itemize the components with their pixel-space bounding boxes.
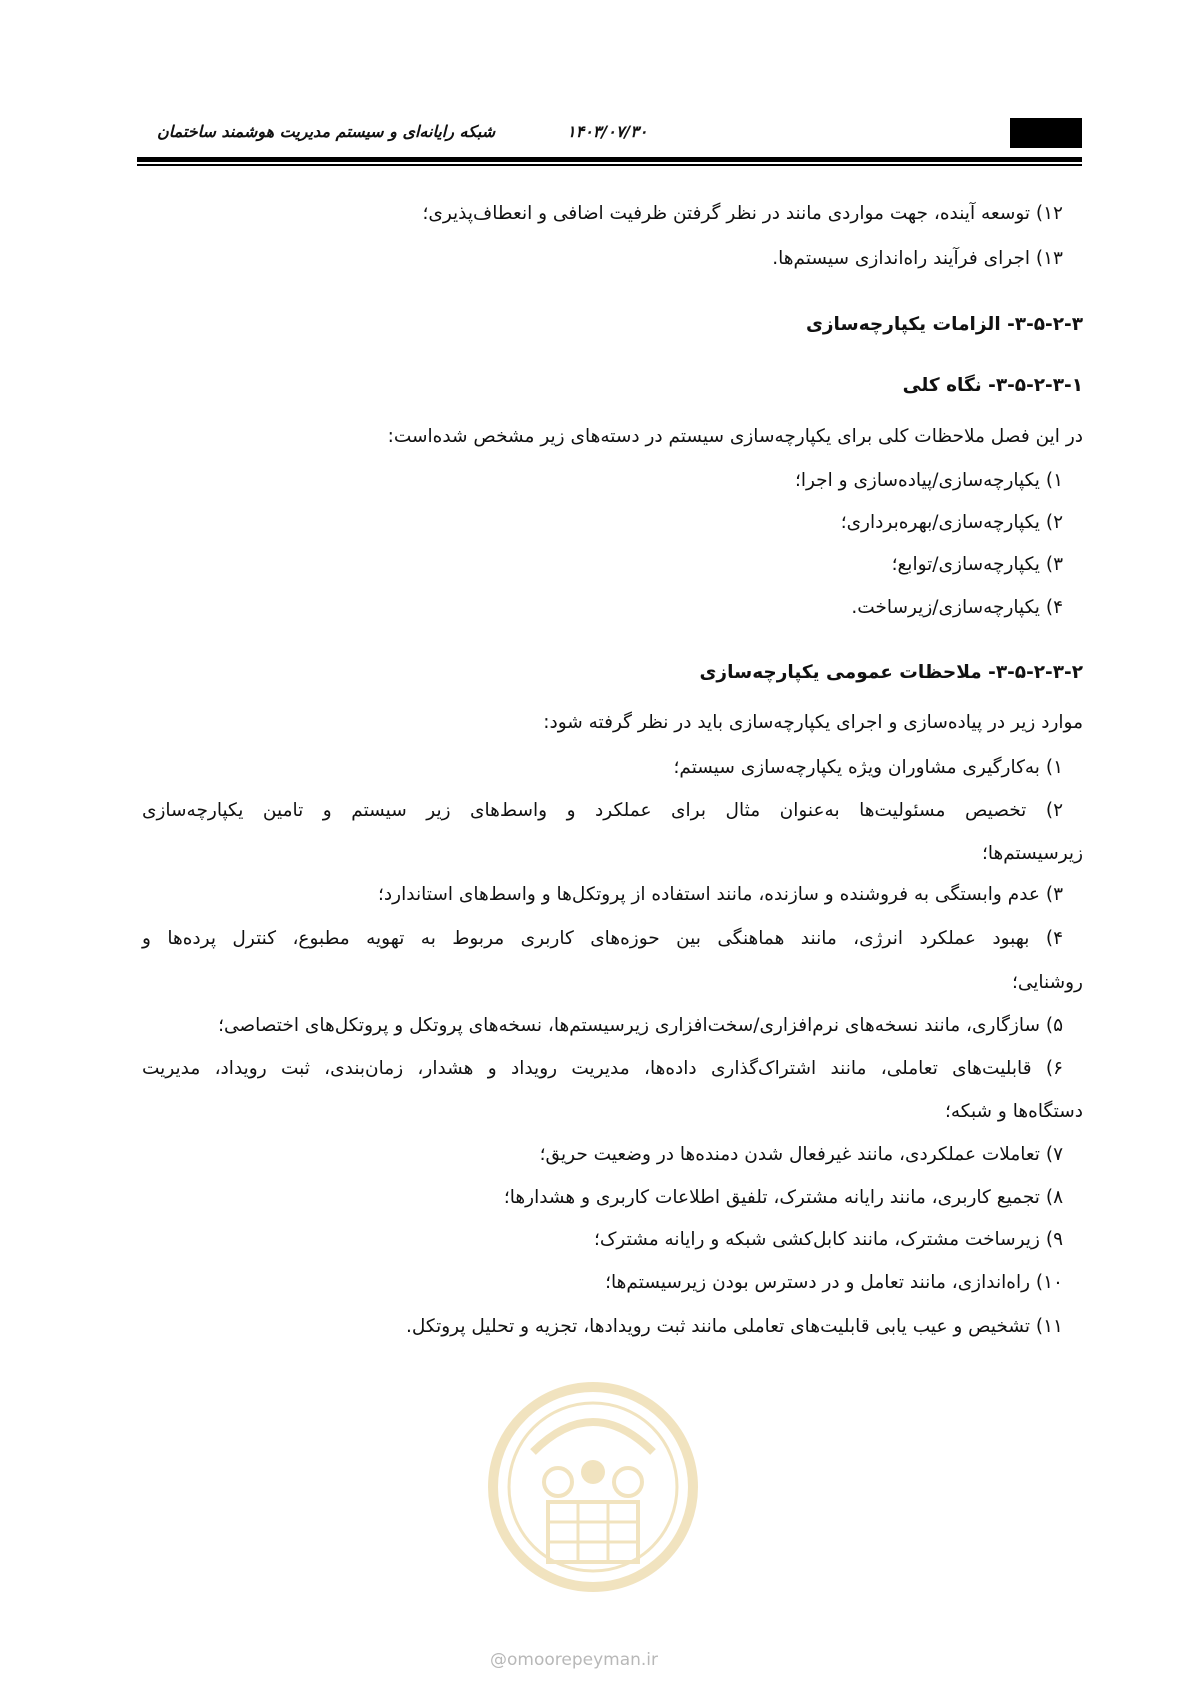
consideration-item-8: ۸) تجمیع کاربری، مانند رایانه مشترک، تلفیق اطلاعات کاربری و هشدارها؛: [503, 1187, 1063, 1208]
consideration-item-3: ۳) عدم وابستگی به فروشنده و سازنده، مانند استفاده از پروتکل‌ها و واسط‌های استاندارد؛: [378, 884, 1063, 905]
consideration-item-1: ۱) به‌کارگیری مشاوران ویژه یکپارچه‌سازی سیستم؛: [673, 757, 1063, 778]
consideration-item-2-continued: زیرسیستم‌ها؛: [981, 843, 1083, 864]
consideration-item-9: ۹) زیرساخت مشترک، مانند کابل‌کشی شبکه و رایانه مشترک؛: [593, 1229, 1063, 1250]
category-item-1: ۱) یکپارچه‌سازی/پیاده‌سازی و اجرا؛: [794, 470, 1063, 491]
list-item-12: ۱۲) توسعه آینده، جهت مواردی مانند در نظر گرفتن ظرفیت اضافی و انعطاف‌پذیری؛: [422, 203, 1063, 224]
header-rule-thick: [137, 157, 1082, 162]
consideration-item-6-continued: دستگاه‌ها و شبکه؛: [944, 1101, 1083, 1122]
header-title: شبکه رایانه‌ای و سیستم مدیریت هوشمند ساختمان: [157, 122, 496, 141]
list-item-13: ۱۳) اجرای فرآیند راه‌اندازی سیستم‌ها.: [772, 248, 1063, 269]
section-heading-general-considerations: ۳-۵-۲-۳-۲- ملاحظات عمومی یکپارچه‌سازی: [699, 662, 1083, 683]
watermark-site-text: @omoorepeyman.ir: [490, 1650, 659, 1670]
header-date: ۱۴۰۳/۰۷/۳۰: [567, 122, 648, 141]
page-number-box: [1010, 118, 1082, 148]
consideration-item-2: ۲) تخصیص مسئولیت‌ها به‌عنوان مثال برای عملکرد و واسط‌های زیر سیستم و تامین یکپارچه‌سازی: [142, 800, 1063, 821]
consideration-item-7: ۷) تعاملات عملکردی، مانند غیرفعال شدن دمنده‌ها در وضعیت حریق؛: [539, 1144, 1063, 1165]
category-item-3: ۳) یکپارچه‌سازی/توابع؛: [891, 554, 1063, 575]
header-rule-thin: [137, 164, 1082, 166]
watermark-logo-icon: [478, 1372, 708, 1602]
consideration-item-4-continued: روشنایی؛: [1011, 972, 1083, 993]
paragraph-intro-categories: در این فصل ملاحظات کلی برای یکپارچه‌سازی سیستم در دسته‌های زیر مشخص شده‌است:: [387, 426, 1083, 447]
category-item-4: ۴) یکپارچه‌سازی/زیرساخت.: [851, 597, 1063, 618]
consideration-item-11: ۱۱) تشخیص و عیب یابی قابلیت‌های تعاملی مانند ثبت رویدادها، تجزیه و تحلیل پروتکل.: [405, 1316, 1063, 1337]
consideration-item-4: ۴) بهبود عملکرد انرژی، مانند هماهنگی بین حوزه‌های کاربری مربوط به تهویه مطبوع، کنترل پرده‌ها و: [142, 928, 1063, 949]
page-header: [137, 118, 1082, 152]
section-heading-integration-requirements: ۳-۵-۲-۳- الزامات یکپارچه‌سازی: [805, 314, 1083, 335]
consideration-item-10: ۱۰) راه‌اندازی، مانند تعامل و در دسترس بودن زیرسیستم‌ها؛: [605, 1272, 1063, 1293]
consideration-item-5: ۵) سازگاری، مانند نسخه‌های نرم‌افزاری/سخت‌افزاری زیرسیستم‌ها، نسخه‌های پروتکل و پروتکل‌های اختصاصی؛: [218, 1015, 1063, 1036]
paragraph-intro-considerations: موارد زیر در پیاده‌سازی و اجرای یکپارچه‌سازی باید در نظر گرفته شود:: [543, 712, 1083, 733]
section-heading-overview: ۳-۵-۲-۳-۱- نگاه کلی: [902, 375, 1083, 396]
consideration-item-6: ۶) قابلیت‌های تعاملی، مانند اشتراک‌گذاری داده‌ها، مدیریت رویداد و هشدار، زمان‌بندی، ثبت رویداد، مدیریت: [142, 1058, 1063, 1079]
category-item-2: ۲) یکپارچه‌سازی/بهره‌برداری؛: [840, 512, 1063, 533]
